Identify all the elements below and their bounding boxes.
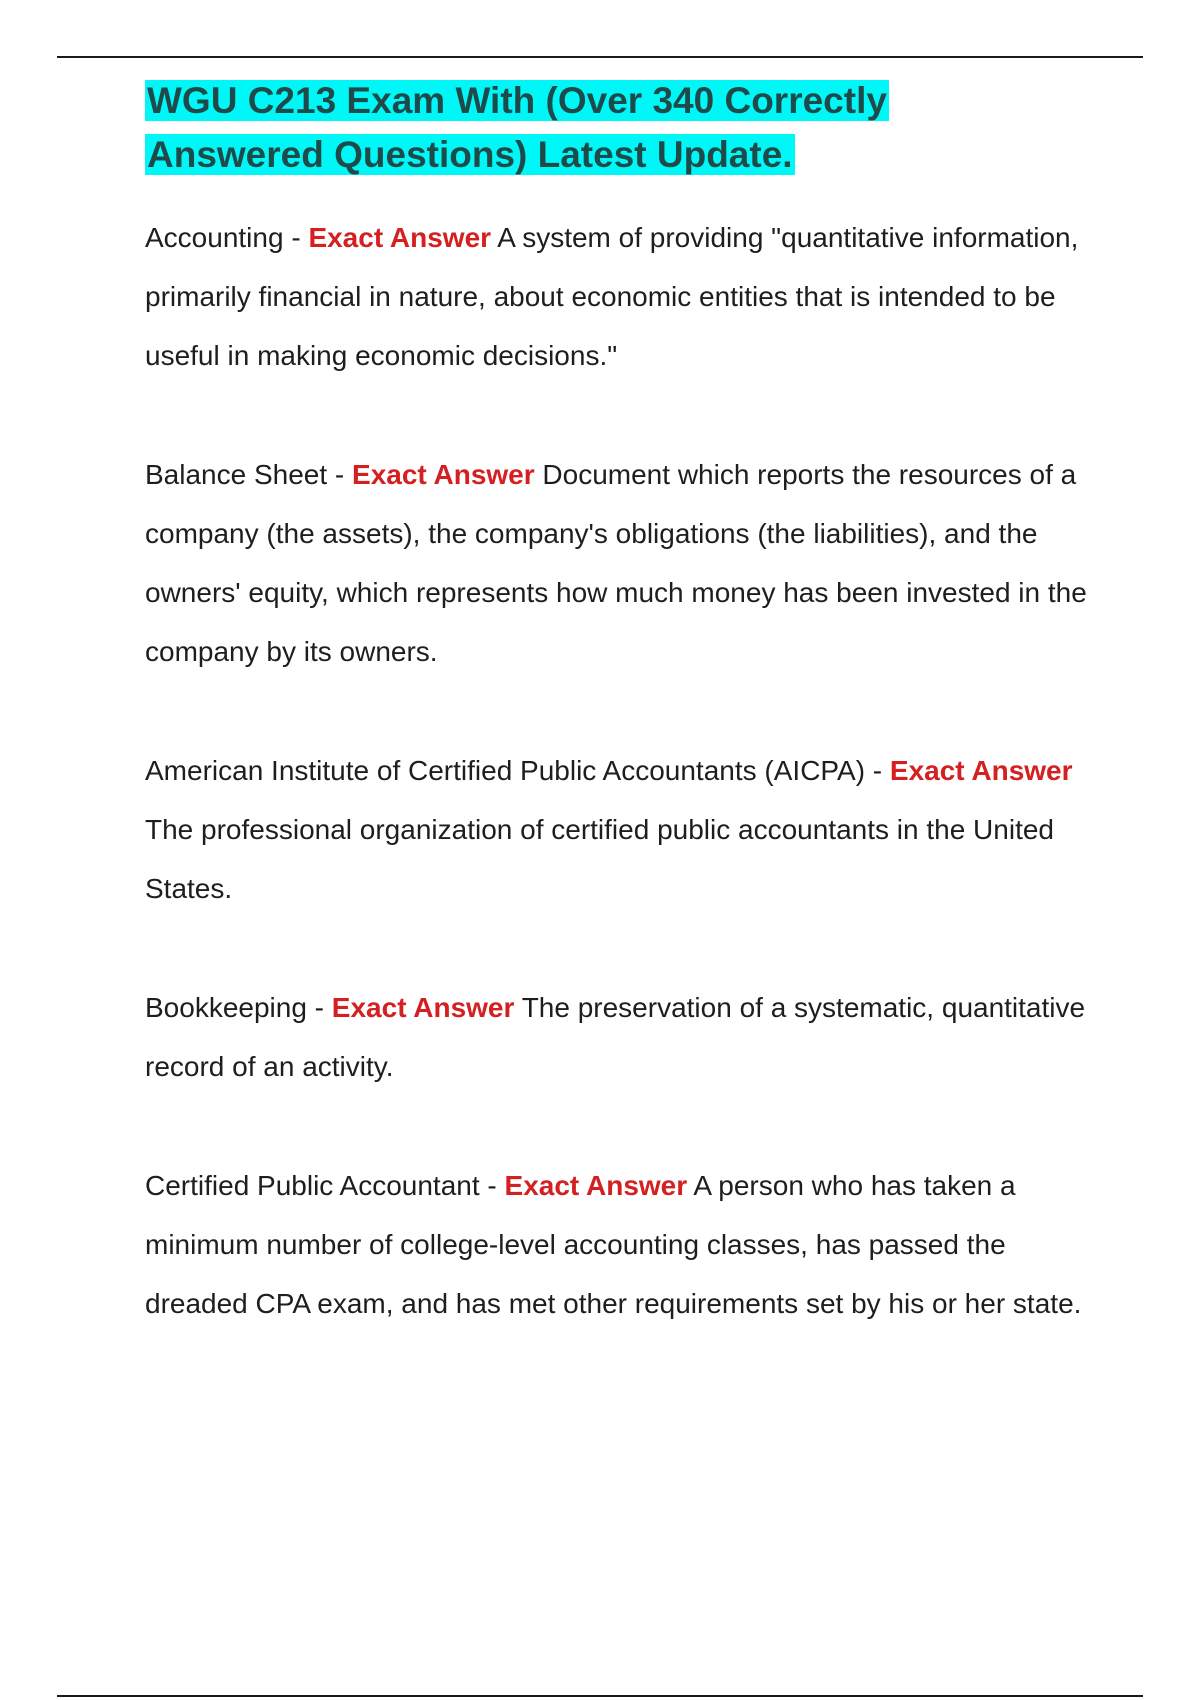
answer-label: Exact Answer bbox=[308, 222, 492, 253]
entry-term: Balance Sheet bbox=[145, 459, 328, 490]
entry-separator: - bbox=[283, 222, 309, 253]
title-highlight: WGU C213 Exam With (Over 340 Correctly Answered Questions) Latest Update. bbox=[147, 80, 887, 175]
answer-label: Exact Answer bbox=[352, 459, 535, 490]
entry-definition: A person who has taken a minimum number of college-level accounting classes, has passed the dreaded CPA exam, and has met other requirements set by his or her state. bbox=[145, 1170, 1082, 1319]
document-content bbox=[145, 74, 1095, 1393]
entry-definition: A system of providing "quantitative information, primarily financial in nature, about economic entities that is intended to be useful in making economic decisions." bbox=[145, 222, 1079, 371]
entry-term: American Institute of Certified Public Accountants (AICPA) bbox=[145, 755, 866, 786]
entry-separator: - bbox=[306, 992, 332, 1023]
entry-accounting bbox=[145, 208, 1095, 385]
entry-separator: - bbox=[327, 459, 353, 490]
entry-definition: Document which reports the resources of a company (the assets), the company's obligations (the liabilities), and the owners' equity, which represents how much money has been invested in the company by its owners. bbox=[145, 459, 1087, 667]
entry-definition: The preservation of a systematic, quantitative record of an activity. bbox=[145, 992, 1086, 1082]
entry-term: Bookkeeping bbox=[145, 992, 307, 1023]
answer-label: Exact Answer bbox=[504, 1170, 688, 1201]
answer-label: Exact Answer bbox=[331, 992, 515, 1023]
answer-label: Exact Answer bbox=[889, 755, 1073, 786]
top-rule bbox=[57, 56, 1143, 58]
entry-definition: The professional organization of certified public accountants in the United States. bbox=[145, 814, 1054, 904]
bottom-rule bbox=[57, 1695, 1143, 1697]
entry-separator: - bbox=[865, 755, 890, 786]
entry-separator: - bbox=[479, 1170, 505, 1201]
entry-bookkeeping bbox=[145, 978, 1095, 1096]
entry-balance-sheet bbox=[145, 445, 1095, 681]
entry-cpa bbox=[145, 1156, 1095, 1333]
entry-term: Accounting bbox=[145, 222, 284, 253]
entry-aicpa bbox=[145, 741, 1095, 918]
entry-term: Certified Public Accountant bbox=[145, 1170, 480, 1201]
document-title bbox=[145, 74, 935, 182]
